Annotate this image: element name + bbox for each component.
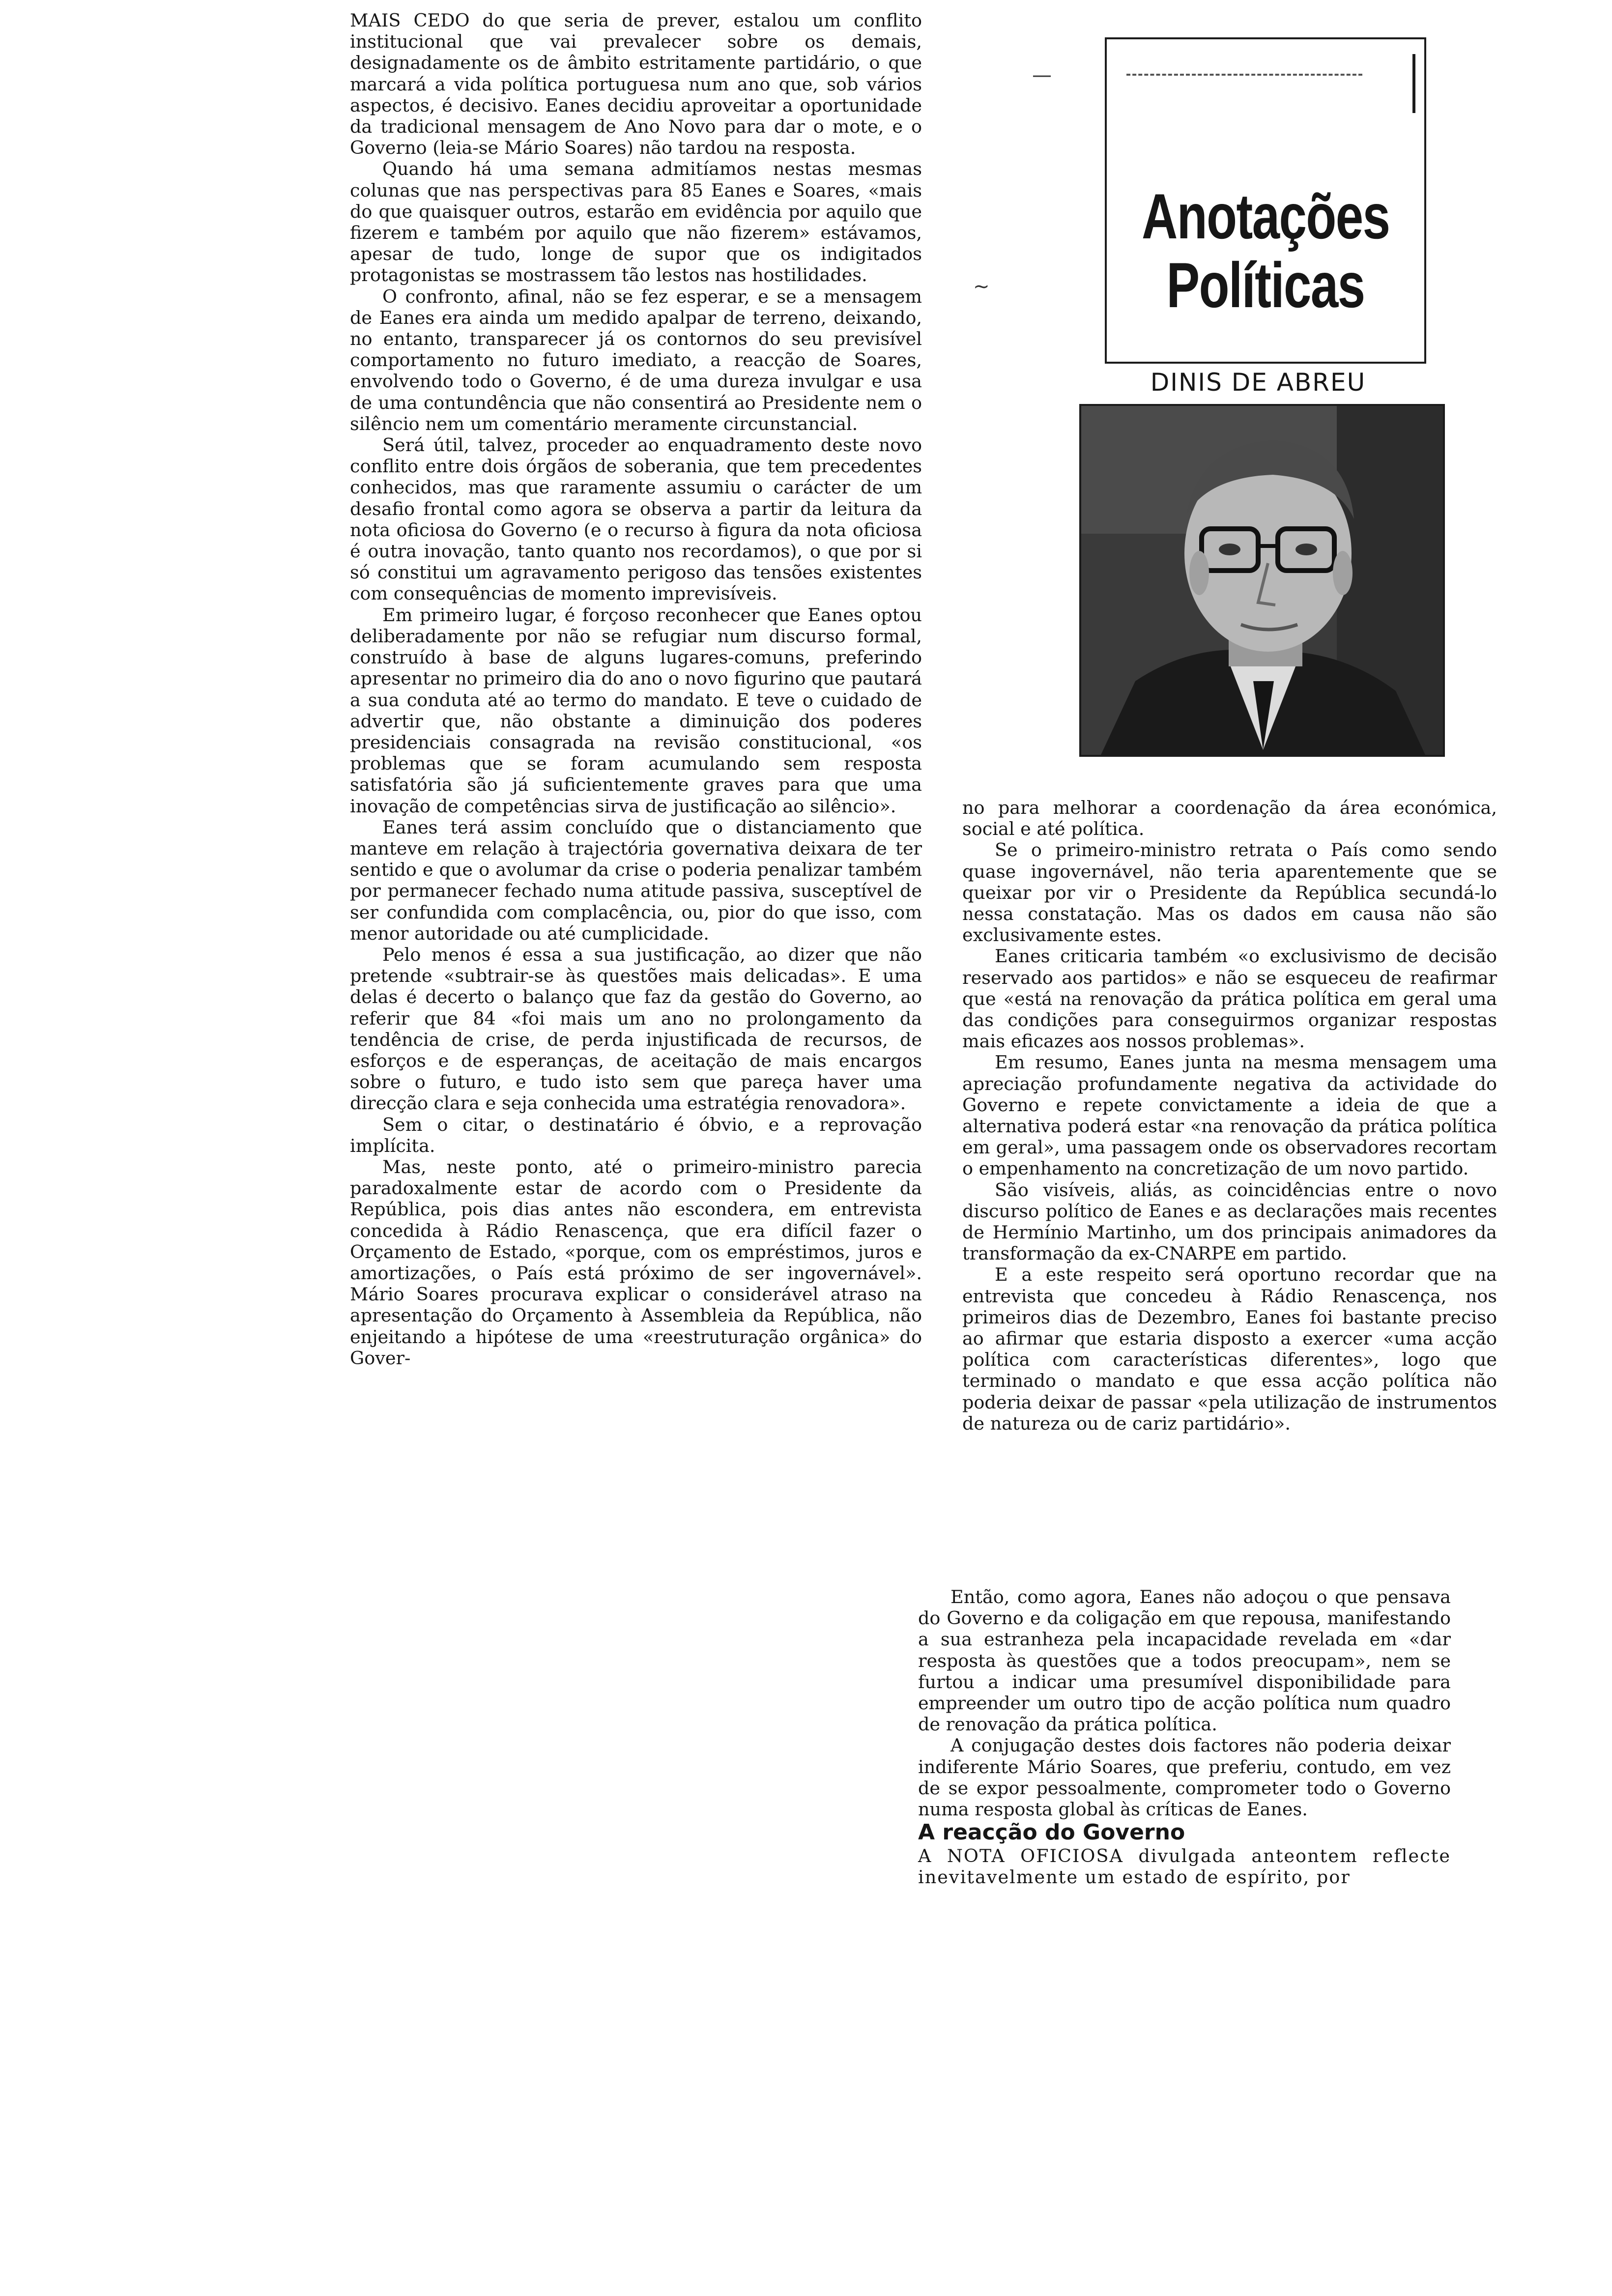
article-column-lower-right — [918, 1586, 1451, 1888]
author-photo — [1079, 404, 1445, 757]
column-title — [1142, 182, 1389, 319]
scratch-mark — [1126, 74, 1362, 76]
article-column-left — [350, 10, 922, 1369]
column-title-line2: Políticas — [1166, 249, 1365, 321]
margin-mark: ~ — [973, 275, 990, 298]
margin-mark: — — [1032, 64, 1052, 86]
paragraph: Em resumo, Eanes junta na mesma mensagem uma apreciação profundamente negativa da actividade do Governo e repete convictamente a ideia de que a alternativa poderá estar «na renovação da prática política em geral», uma passagem onde os observadores recortam o empenhamento na concretização de um novo partido. — [962, 1052, 1497, 1179]
paragraph: Se o primeiro-ministro retrata o País como sendo quase ingovernável, não teria aparentemente que se queixar por vir o Presidente da República secundá-lo nessa constatação. Mas os dados em causa não são exclusivamente estes. — [962, 839, 1497, 946]
paragraph: São visíveis, aliás, as coincidências entre o novo discurso político de Eanes e as declarações mais recentes de Hermínio Martinho, um dos principais animadores da transformação da ex-CNARPE em partido. — [962, 1179, 1497, 1264]
author-portrait-illustration — [1081, 406, 1443, 755]
column-title-line1: Anotações — [1142, 180, 1390, 252]
paragraph: Então, como agora, Eanes não adoçou o que pensava do Governo e da coligação em que repousa, manifestando a sua estranheza pela incapacidade revelada em «dar resposta às questões que a todos preocupam», nem se furtou a indicar uma presumível disponibilidade para empreender um outro tipo de acção política num quadro de renovação da prática política. — [918, 1586, 1451, 1735]
paragraph: no para melhorar a coordenação da área económica, social e até política. — [962, 797, 1497, 840]
paragraph: O confronto, afinal, não se fez esperar, e se a mensagem de Eanes era ainda um medido apalpar de terreno, deixando, no entanto, transparecer já os contornos do seu previsível comportamento no futuro imediato, a reacção de Soares, envolvendo todo o Governo, é de uma dureza invulgar e usa de uma contundência que não consentirá ao Presidente nem o silêncio nem um comentário meramente circunstancial. — [350, 286, 922, 434]
paragraph: Eanes criticaria também «o exclusivismo de decisão reservado aos partidos» e não se esqueceu de reafirmar que «está na renovação da prática política em geral uma das condições para conseguirmos organizar respostas mais eficazes aos nossos problemas». — [962, 946, 1497, 1052]
paragraph: Em primeiro lugar, é forçoso reconhecer que Eanes optou deliberadamente por não se refugiar num discurso formal, construído à base de alguns lugares-comuns, preferindo apresentar no primeiro dia do ano o novo figurino que pautará a sua conduta até ao termo do mandato. E teve o cuidado de advertir que, não obstante a diminuição dos poderes presidenciais consagrada na revisão constitucional, «os problemas que se foram acumulando sem resposta satisfatória são já suficientemente graves para que uma inovação de competências sirva de justificação ao silêncio». — [350, 604, 922, 817]
paragraph: Quando há uma semana admitíamos nestas mesmas colunas que nas perspectivas para 85 Eanes e Soares, «mais do que quaisquer outros, estarão em evidência por aquilo que fizerem e também por aquilo que não fizerem» estávamos, apesar de tudo, longe de supor que os indigitados protagonistas se mostrassem tão lestos nas hostilidades. — [350, 158, 922, 286]
section-subheading: A reacção do Governo — [918, 1820, 1185, 1845]
paragraph: Pelo menos é essa a sua justificação, ao dizer que não pretende «subtrair-se às questões mais delicadas». E uma delas é decerto o balanço que faz da gestão do Governo, ao referir que 84 «foi mais um ano no prolongamento da tendência de crise, de perda injustificada de recursos, de esforços e de esperanças, de aceitação de mais encargos sobre o futuro, e tudo isto sem que pareça haver uma direcção clara e seja conhecida uma estratégia renovadora». — [350, 944, 922, 1114]
article-column-right — [962, 797, 1497, 1434]
tick-mark — [1412, 54, 1415, 113]
paragraph: Eanes terá assim concluído que o distanciamento que manteve em relação à trajectória governativa deixara de ter sentido e que o avolumar da crise o poderia penalizar também por permanecer fechado numa atitude passiva, susceptível de ser confundida com complacência, ou, pior do que isso, com menor autoridade ou até cumplicidade. — [350, 816, 922, 944]
paragraph: A NOTA OFICIOSA divulgada anteontem reflecte inevitavelmente um estado de espírito, por — [918, 1845, 1451, 1888]
paragraph: MAIS CEDO do que seria de prever, estalou um conflito institucional que vai prevalecer sobre os demais, designadamente os de âmbito estritamente partidário, o que marcará a vida política portuguesa num ano que, sob vários aspectos, é decisivo. Eanes decidiu aproveitar a oportunidade da tradicional mensagem de Ano Novo para dar o mote, e o Governo (leia-se Mário Soares) não tardou na resposta. — [350, 10, 922, 159]
paragraph: Sem o citar, o destinatário é óbvio, e a reprovação implícita. — [350, 1114, 922, 1156]
paragraph: Mas, neste ponto, até o primeiro-ministro parecia paradoxalmente estar de acordo com o Presidente da República, pois dias antes não escondera, em entrevista concedida à Rádio Renascença, que era difícil fazer o Orçamento de Estado, «porque, com os empréstimos, juros e amortizações, o País está próximo de ser ingovernável». Mário Soares procurava explicar o considerável atraso na apresentação do Orçamento à Assembleia da República, não enjeitando a hipótese de uma «reestruturação orgânica» do Gover- — [350, 1156, 922, 1369]
paragraph: A conjugação destes dois factores não poderia deixar indiferente Mário Soares, que preferiu, contudo, em vez de se expor pessoalmente, comprometer todo o Governo numa resposta global às críticas de Eanes. — [918, 1735, 1451, 1820]
column-header-box — [1105, 37, 1426, 364]
paragraph: Será útil, talvez, proceder ao enquadramento deste novo conflito entre dois órgãos de soberania, que tem precedentes conhecidos, mas que raramente assumiu o carácter de um desafio frontal como agora se observa a partir da leitura da nota oficiosa do Governo (e o recurso à figura da nota oficiosa é outra inovação, tanto quanto nos recordamos), o que por si só constitui um agravamento perigoso das tensões existentes com consequências de momento imprevisíveis. — [350, 434, 922, 604]
paragraph: E a este respeito será oportuno recordar que na entrevista que concedeu à Rádio Renascença, nos primeiros dias de Dezembro, Eanes foi bastante preciso ao afirmar que estaria disposto a exercer «uma acção política com características diferentes», logo que terminado o mandato e que essa acção política não poderia deixar de passar «pela utilização de instrumentos de natureza ou de cariz partidário». — [962, 1264, 1497, 1434]
author-byline: DINIS DE ABREU — [1150, 368, 1366, 397]
